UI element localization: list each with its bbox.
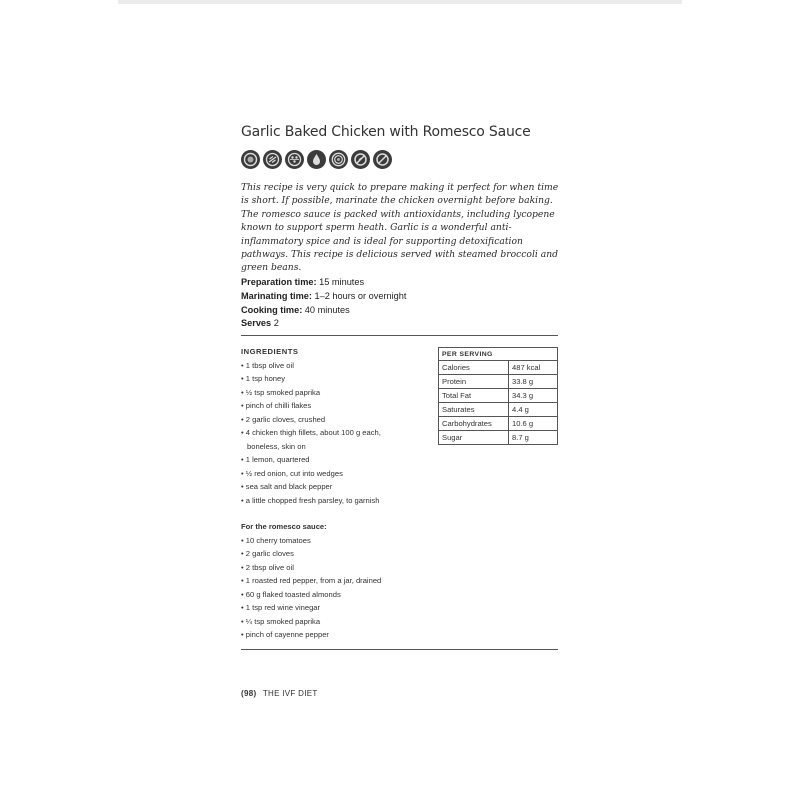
- list-item: • 2 tbsp olive oil: [241, 562, 294, 572]
- sauce-heading: For the romesco sauce:: [241, 522, 327, 531]
- ring-icon: [329, 150, 348, 169]
- book-title: THE IVF DIET: [262, 689, 318, 698]
- list-item: • 1 tsp honey: [241, 374, 286, 383]
- list-item: • a little chopped fresh parsley, to garnish: [241, 495, 380, 505]
- list-item: • 1 lemon, quartered: [241, 455, 310, 464]
- list-item: • 2 garlic cloves, crushed: [241, 414, 326, 424]
- list-item: • pinch of cayenne pepper: [241, 630, 329, 639]
- drop-icon: [307, 150, 326, 169]
- serves: Serves 2: [241, 318, 279, 329]
- page-footer: [241, 689, 318, 698]
- table-row: Calories 487 kcal: [439, 360, 557, 374]
- ingredients-heading: INGREDIENTS: [241, 347, 299, 356]
- no-gluten-icon: [351, 150, 370, 169]
- dots-circle-icon: [285, 150, 304, 169]
- list-item: • 1 tbsp olive oil: [241, 360, 294, 370]
- ingredients-section: [241, 345, 431, 642]
- list-item: boneless, skin on: [247, 441, 306, 451]
- prep-time: Preparation time: 15 minutes: [241, 277, 365, 287]
- table-row: Protein 33.8 g: [439, 374, 557, 388]
- list-item: • pinch of chilli flakes: [241, 401, 312, 410]
- list-item: • 1 tsp red wine vinegar: [241, 603, 321, 612]
- divider-top: [241, 335, 558, 336]
- cooking-time: Cooking time: 40 minutes: [241, 304, 350, 315]
- table-row: Carbohydrates 10.6 g: [439, 416, 557, 430]
- list-item: • 2 garlic cloves: [241, 549, 294, 558]
- diet-icons: [241, 150, 392, 169]
- nutrition-heading: PER SERVING: [442, 351, 493, 358]
- recipe-intro: This recipe is very quick to prepare making it perfect for when time is short. If possible, marinate the chicken overnight before baking. The romesco sauce is packed with antioxidants, including lycopene known to support sperm heath. Garlic is a wonderful anti-inflammatory spice and is ideal for supporting detoxification pathways. This recipe is delicious served with steamed broccoli and green beans.: [241, 182, 559, 274]
- page-top-edge: [118, 0, 682, 4]
- no-sugar-icon: [373, 150, 392, 169]
- sauce-list: [241, 534, 431, 642]
- no-dairy-icon: [263, 150, 282, 169]
- page-number: (98): [241, 689, 257, 698]
- list-item: • ¼ tsp smoked paprika: [241, 616, 321, 626]
- table-row: Sugar 8.7 g: [439, 430, 557, 444]
- table-row: Total Fat 34.3 g: [439, 388, 557, 402]
- list-item: • ½ tsp smoked paprika: [241, 387, 321, 397]
- list-item: • 60 g flaked toasted almonds: [241, 589, 341, 599]
- nutrition-table: [438, 347, 558, 445]
- list-item: • 4 chicken thigh fillets, about 100 g each,: [241, 428, 381, 437]
- table-row: Saturates 4.4 g: [439, 402, 557, 416]
- recipe-title: Garlic Baked Chicken with Romesco Sauce: [241, 124, 531, 140]
- list-item: • 1 roasted red pepper, from a jar, drained: [241, 576, 382, 585]
- target-icon: [241, 150, 260, 169]
- marinating-time: Marinating time: 1–2 hours or overnight: [241, 290, 407, 301]
- list-item: • 10 cherry tomatoes: [241, 535, 311, 545]
- list-item: • ½ red onion, cut into wedges: [241, 468, 343, 478]
- ingredients-list: [241, 359, 431, 508]
- recipe-times: [241, 276, 406, 331]
- list-item: • sea salt and black pepper: [241, 482, 333, 491]
- divider-bottom: [241, 649, 558, 650]
